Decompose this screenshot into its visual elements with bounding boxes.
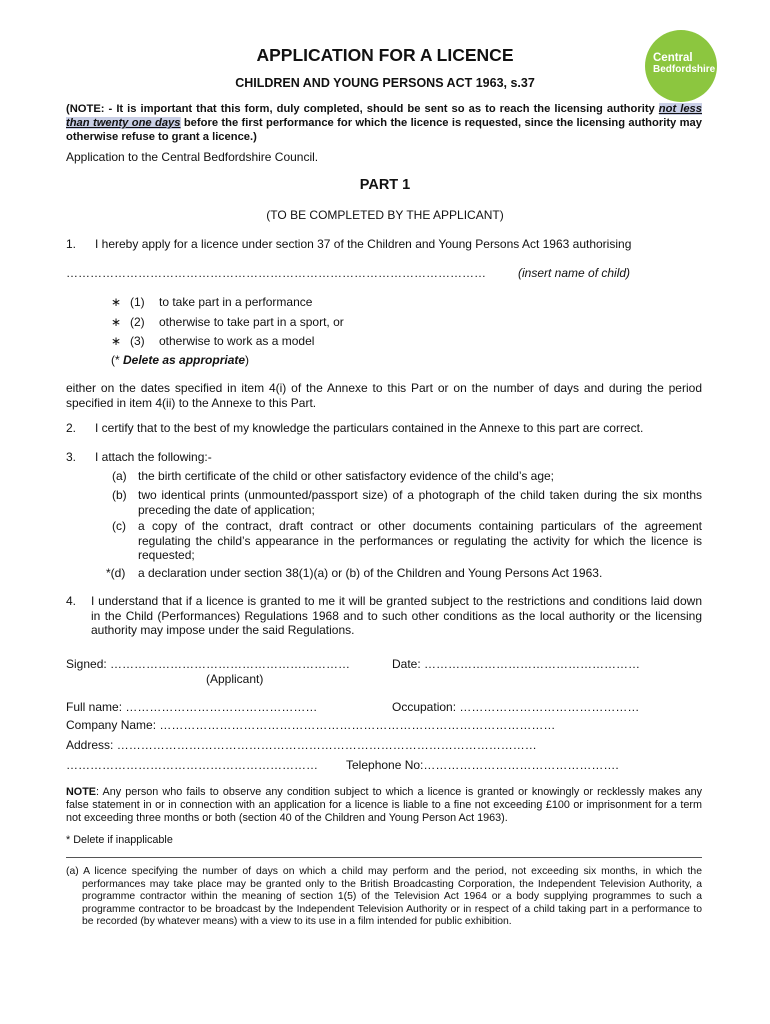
item3-number: 3. — [66, 450, 77, 464]
part-title: PART 1 — [359, 177, 411, 193]
note-prefix: (NOTE: - It is important that this form, duly completed, should be sent so as to reach the licensing authority — [66, 103, 659, 115]
item1-continuation: either on the dates specified in item 4(i) of the Annexe to this Part or on the number of days and during the period specified in item 4(ii) to the Annexe to this Part. — [66, 381, 702, 410]
option-2-bullet: ∗ — [111, 315, 122, 329]
footnote-divider — [66, 857, 702, 858]
option-2-text: otherwise to take part in a sport, or — [159, 315, 344, 329]
item3c-text: a copy of the contract, draft contract or other documents containing particulars of the agreement regulating the child’s appearance in the performances or regulating the activity for which the licence is requested; — [138, 519, 702, 562]
council-logo — [645, 30, 717, 102]
delete-note-bold: Delete as appropriate — [123, 353, 246, 367]
option-3-label: (3) — [130, 334, 145, 348]
item3d-text: a declaration under section 38(1)(a) or (b) of the Children and Young Persons Act 1963. — [138, 566, 603, 580]
delete-if-inapplicable: * Delete if inapplicable — [66, 834, 173, 846]
item3b-label: (b) — [112, 488, 127, 502]
note-emphasis: not less than twenty one days — [66, 103, 702, 129]
item4-text: I understand that if a licence is granted to me it will be granted subject to the restrictions and conditions laid down in the Child (Performances) Regulations 1968 and to such other conditions as the local authority or the licensing authority may impose under the said Regulations. — [91, 594, 702, 637]
item3b-text: two identical prints (unmounted/passport size) of a photograph of the child taken during the six months preceding the date of application; — [138, 488, 702, 517]
form-title: APPLICATION FOR A LICENCE — [256, 45, 514, 65]
liability-note — [66, 786, 702, 825]
address-field[interactable]: Address: …………………………………………………………………………………………… — [66, 738, 537, 752]
address-line2-field[interactable]: ……………………………………………………… — [66, 758, 318, 772]
full-name-field[interactable]: Full name: ………………………………………… — [66, 700, 318, 714]
item3a-label: (a) — [112, 469, 127, 483]
delete-note — [111, 353, 249, 368]
form-subtitle: CHILDREN AND YOUNG PERSONS ACT 1963, s.37 — [235, 76, 535, 90]
liability-note-bold: NOTE — [66, 786, 96, 798]
note-suffix: before the first performance for which the licence is requested, since the licensing authority may otherwise refuse to grant a licence.) — [66, 117, 703, 143]
delete-note-suffix: ) — [245, 353, 250, 367]
item3d-label: *(d) — [106, 566, 126, 580]
option-2-label: (2) — [130, 315, 145, 329]
item3-text: I attach the following:- — [95, 450, 212, 464]
child-name-field[interactable]: …………………………………………………………………………………………… — [66, 266, 486, 280]
item3a-text: the birth certificate of the child or other satisfactory evidence of the child’s age; — [138, 469, 555, 483]
logo-line2: Bedfordshire — [653, 64, 716, 75]
option-3-bullet: ∗ — [111, 334, 122, 348]
application-to: Application to the Central Bedfordshire Council. — [66, 150, 319, 164]
footnote-text: (a) A licence specifying the number of days on which a child may perform and the period, not exceeding six months, in which the performances may take place may be granted only to the British Broadcasting Corporation, the Independent Television Authority, a programme contractor within the meaning of section 1(5) of the Television Act 1964 or a body supplying programmes to such a programme contractor to be broadcast by the Independent Television Authority or in respect of a child taking part in a performance to be recorded (by whatever means) with a view to its use in a film intended for public exhibition. — [66, 866, 702, 928]
option-1-label: (1) — [130, 295, 145, 309]
item2-number: 2. — [66, 421, 77, 435]
child-name-hint: (insert name of child) — [518, 266, 631, 280]
date-field[interactable]: Date: ……………………………………………… — [392, 657, 641, 671]
option-3-text: otherwise to work as a model — [159, 334, 315, 348]
important-note — [66, 102, 702, 144]
telephone-field[interactable]: Telephone No:…………………………………………. — [346, 758, 619, 772]
item4-number: 4. — [66, 594, 77, 608]
signed-field[interactable]: Signed: …………………………………………………… — [66, 657, 351, 671]
liability-note-text: : Any person who fails to observe any condition subject to which a licence is granted or knowingly or recklessly makes any false statement in or in connection with an application for a licence is liable to a fine not exceeding £100 or imprisonment for a term not exceeding three months or both (section 40 of the Children and Young Person Act 1963). — [66, 786, 702, 824]
option-1-text: to take part in a performance — [159, 295, 313, 309]
delete-note-prefix: (* — [111, 353, 123, 367]
logo-line1: Central — [653, 52, 693, 64]
item2-text: I certify that to the best of my knowledge the particulars contained in the Annexe to this part are correct. — [95, 421, 644, 435]
part-subtitle: (TO BE COMPLETED BY THE APPLICANT) — [266, 208, 504, 222]
occupation-field[interactable]: Occupation: ……………………………………… — [392, 700, 640, 714]
item3c-label: (c) — [112, 519, 126, 533]
item1-text: I hereby apply for a licence under section 37 of the Children and Young Persons Act 1963 authorising — [95, 237, 632, 251]
option-1-bullet: ∗ — [111, 295, 122, 309]
item1-number: 1. — [66, 237, 77, 251]
applicant-label: (Applicant) — [206, 672, 264, 686]
footnote — [66, 866, 702, 929]
company-name-field[interactable]: Company Name: ……………………………………………………………………………………… — [66, 718, 556, 732]
